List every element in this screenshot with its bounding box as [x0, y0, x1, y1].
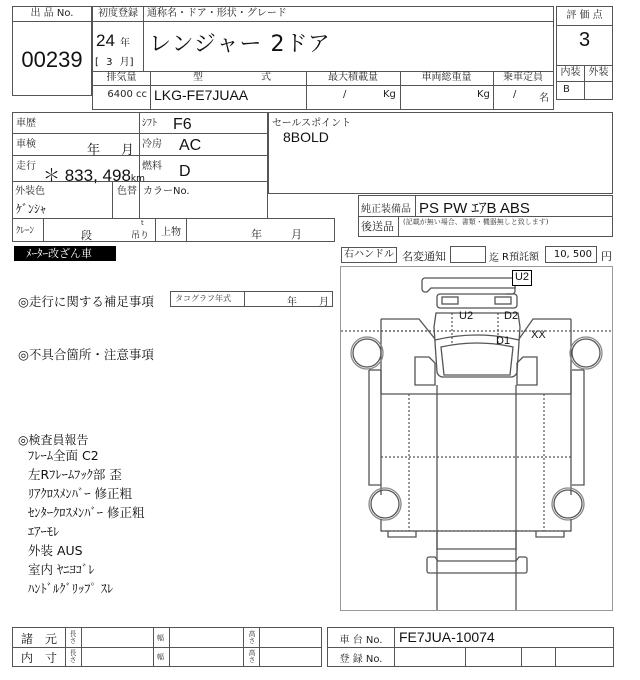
displacement-label: 排気量 [106, 72, 137, 83]
tacho-box [170, 291, 333, 307]
lot-number: 00239 [21, 47, 83, 72]
list-item: ﾘｱｸﾛｽﾒﾝﾊﾞｰ 修正粗 [28, 486, 132, 501]
max-load-label: 最大積載量 [328, 72, 378, 83]
grade-box [556, 6, 613, 100]
inner-height-label: 高さ [248, 649, 256, 663]
mileage-value: ＊ 833, 498 [43, 166, 131, 185]
body-month-unit: 月 [291, 228, 302, 241]
capacity-unit: 名 [539, 93, 549, 104]
inspector-report-list [28, 446, 144, 598]
list-item: ﾌﾚｰﾑ全面 C2 [28, 448, 99, 463]
tacho-label: タコグラフ年式 [175, 294, 231, 303]
chassis-label: 車 台 No. [339, 635, 383, 646]
first-registration-month [95, 53, 134, 68]
shift-label: ｼﾌﾄ [142, 118, 157, 129]
model-label-1: 型 [193, 72, 203, 83]
mileage-unit: km [130, 174, 145, 184]
tamper-badge: ﾒｰﾀｰ改ざん車 [14, 246, 116, 261]
damage-mark-windshield-left: U2 [459, 310, 474, 322]
recycle-value: 10, 500 [545, 246, 597, 263]
vehicle-name: レンジャー 2ドア [149, 32, 331, 57]
gross-weight-label: 車両総重量 [421, 72, 472, 83]
exterior-label: 外装 [588, 67, 609, 78]
inner-label: 内 寸 [20, 651, 57, 665]
specs-height-label: 高さ [248, 630, 256, 644]
crane-stage-unit: 段 [81, 229, 92, 242]
inner-width-label: 幅 [157, 653, 164, 661]
fuel-value: D [179, 163, 191, 180]
inner-length-label: 長さ [69, 649, 77, 663]
list-item: 左Rﾌﾚｰﾑﾌｯｸ部 歪 [28, 467, 122, 482]
gross-weight-unit: Kg [477, 89, 490, 100]
ac-value: AC [179, 137, 202, 154]
lot-number-label: 出 品 No. [13, 7, 91, 22]
list-item: ｾﾝﾀｰｸﾛｽﾒﾝﾊﾞｰ 修正粗 [28, 505, 145, 520]
sales-point-value: 8BOLD [283, 129, 329, 145]
first-reg-month-value: 3 [106, 57, 113, 68]
tacho-year-unit: 年 [287, 297, 297, 308]
inspection-month-unit: 月 [121, 143, 135, 158]
crane-label: ｸﾚｰﾝ [16, 226, 35, 236]
inspection-label: 車検 [16, 139, 36, 150]
dimensions-table [12, 627, 322, 667]
list-item: 室内 ﾔﾆﾖｺﾞﾚ [28, 562, 95, 577]
mileage-label: 走行 [16, 161, 36, 172]
list-item: ﾊﾝﾄﾞﾙｸﾞﾘｯﾌﾟ ｽﾚ [28, 581, 114, 596]
capacity-value: / [513, 89, 517, 100]
max-load-unit: Kg [383, 89, 396, 100]
first-reg-year-value: 24 [96, 31, 115, 50]
name-label: 通称名・ドア・形状・グレード [147, 8, 287, 19]
chassis-number: FE7JUA-10074 [399, 629, 495, 645]
defects-heading: ◎不具合箇所・注意事項 [18, 347, 154, 362]
history-label: 車歴 [16, 118, 36, 129]
accessories-label: 後送品 [361, 220, 394, 233]
name-change-label: 名変通知 [402, 250, 446, 263]
chassis-table [327, 627, 614, 667]
color-label: 外装色 [15, 186, 45, 197]
damage-mark-windshield-bottom: D1 [496, 335, 511, 347]
color-value: ｹﾞﾝｼｬ [16, 202, 47, 216]
vehicle-header-box [92, 6, 554, 110]
vehicle-damage-diagram [340, 266, 613, 611]
first-reg-year-unit: 年 [120, 38, 131, 49]
fuel-label: 燃料 [142, 161, 162, 172]
inspection-year-unit: 年 [87, 143, 101, 158]
body-year-unit: 年 [251, 228, 262, 241]
grade-score: 3 [578, 29, 591, 51]
until-label: 迄 [489, 253, 499, 264]
sales-point-label: セールスポイント [272, 118, 352, 129]
damage-mark-windshield-right: D2 [504, 310, 519, 322]
equipment-value: PS PW ｴｱB ABS [419, 200, 530, 217]
truck-outline [341, 267, 612, 610]
first-registration-label: 初度登録 [98, 8, 138, 19]
inspector-heading: ◎検査員報告 [18, 433, 89, 447]
crane-hoist-unit: 吊り [131, 231, 150, 241]
model-code: LKG-FE7JUAA [154, 87, 249, 103]
first-registration-year [96, 31, 130, 51]
interior-grade: B [563, 84, 570, 95]
displacement-value: 6400 cc [107, 89, 147, 100]
specs-width-label: 幅 [157, 634, 164, 642]
capacity-label: 乗車定員 [503, 72, 543, 83]
list-item: 外装 AUS [28, 543, 83, 558]
color-change-label: 色替 [117, 186, 137, 197]
first-reg-month-unit: 月] [119, 57, 134, 68]
equipment-label: 純正装備品 [361, 204, 411, 215]
accessories-note: (記載が無い場合、書類・機器無しと致します) [403, 218, 549, 226]
specs-label: 諸 元 [20, 632, 57, 646]
list-item: ｴｱｰﾓﾚ [28, 524, 60, 539]
recycle-label: R預託額 [502, 252, 539, 263]
color-no-label: カラーNo. [143, 186, 190, 197]
specs-length-label: 長さ [69, 630, 77, 644]
name-change-field [450, 246, 486, 263]
recycle-unit: 円 [601, 250, 612, 263]
lot-number-box [12, 6, 92, 96]
tacho-month-unit: 月 [319, 297, 329, 308]
bracket-open: [ [95, 57, 99, 68]
mileage-notes-heading: ◎走行に関する補足事項 [18, 294, 154, 309]
damage-mark-front-bumper: U2 [512, 270, 532, 286]
crane-t: t [141, 219, 144, 227]
model-label-2: 式 [261, 72, 271, 83]
registration-label: 登 録 No. [339, 654, 383, 665]
equipment-box [358, 195, 613, 237]
max-load-value: / [343, 89, 347, 100]
body-label: 上物 [161, 227, 181, 238]
crane-row [12, 218, 335, 242]
shift-value: F6 [173, 116, 192, 133]
steering-badge: 右ハンドル [341, 247, 397, 263]
ac-label: 冷房 [142, 139, 162, 150]
sales-point-box [268, 112, 613, 194]
interior-label: 内装 [560, 67, 581, 78]
damage-mark-cab-right: XX [531, 329, 546, 341]
grade-label: 評 価 点 [557, 7, 612, 26]
